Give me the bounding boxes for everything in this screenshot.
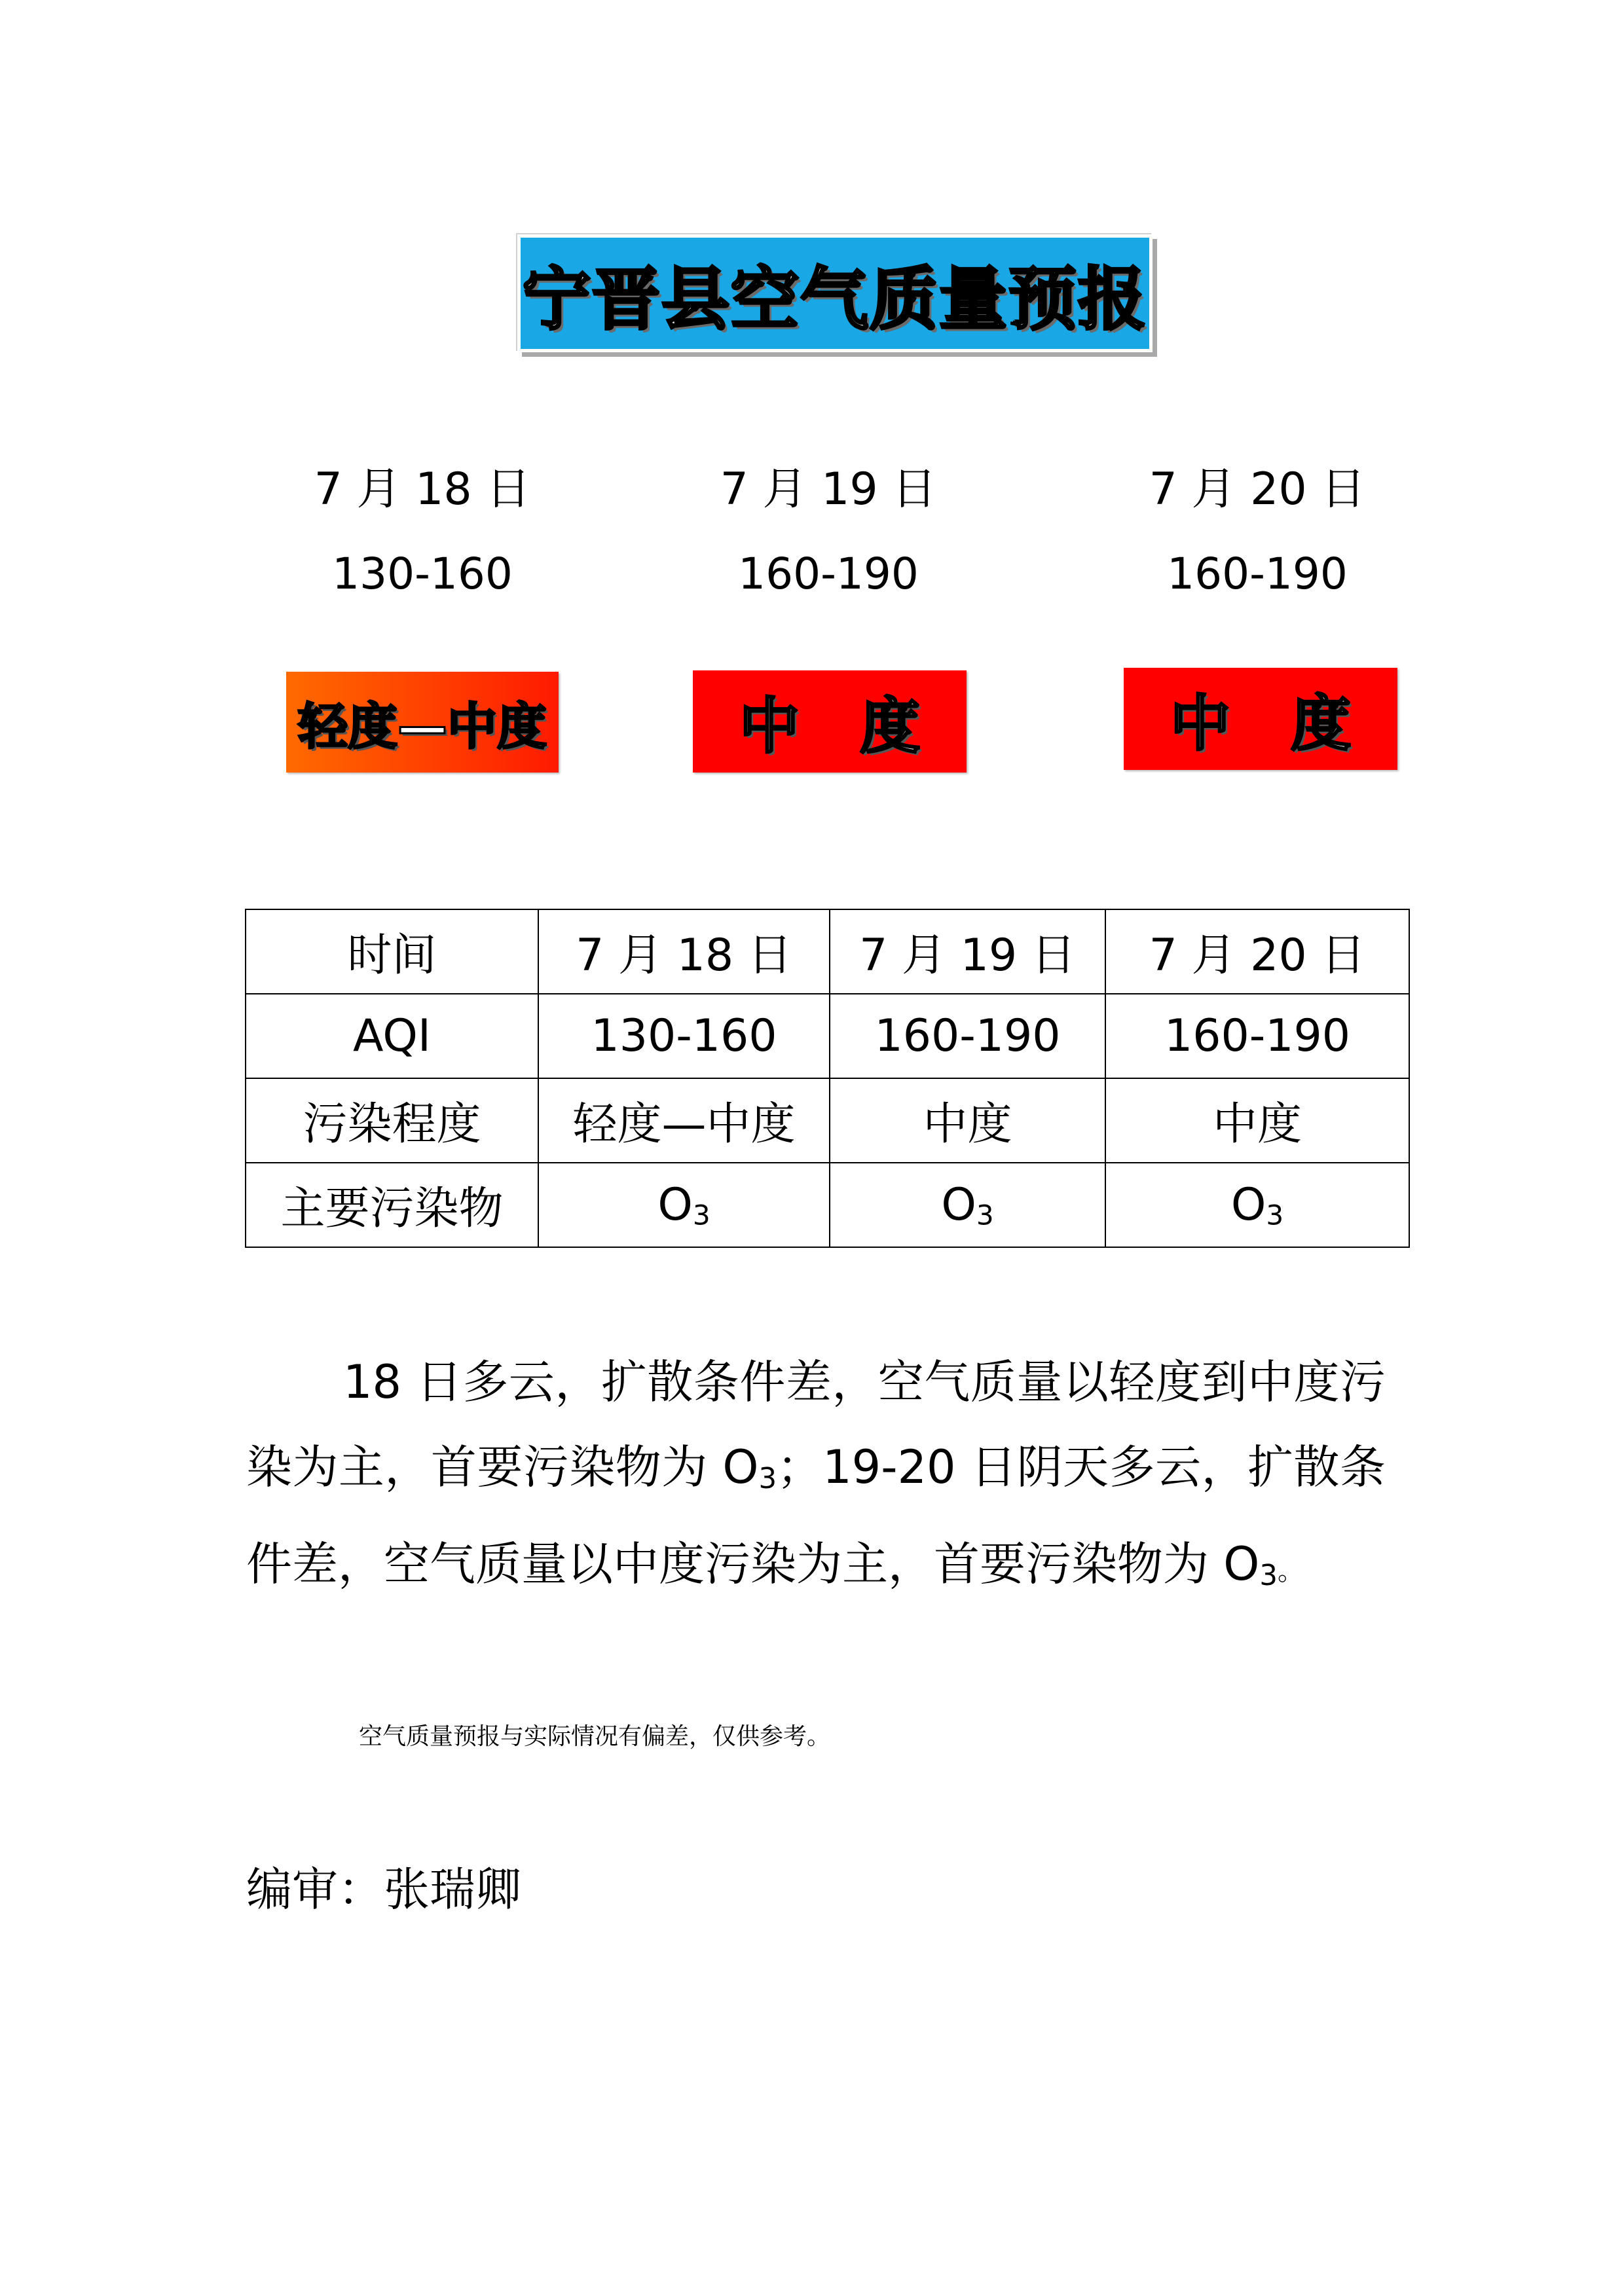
pollutant-base: O (941, 1178, 976, 1231)
disclaimer-note: 空气质量预报与实际情况有偏差，仅供参考。 (359, 1723, 831, 1750)
table-cell: 主要污染物 (246, 1163, 538, 1247)
day-column-1 (259, 464, 586, 599)
table-cell: AQI (246, 994, 538, 1078)
level-badge-2 (693, 670, 967, 773)
day-aqi-range: 160-190 (1167, 549, 1348, 599)
table-cell: 中度 (1105, 1078, 1409, 1163)
day-aqi-range: 130-160 (332, 549, 513, 599)
table-cell: 7 月 19 日 (830, 909, 1105, 994)
day-date: 7 月 18 日 (314, 464, 531, 515)
table-cell (830, 1163, 1105, 1247)
table-cell (538, 1163, 830, 1247)
table-cell: 7 月 20 日 (1105, 909, 1409, 994)
paragraph-text: 18 日多云，扩散条件差，空气质量以轻度到中度污染为主，首要污染物为 O (246, 1355, 1386, 1494)
table-cell: 污染程度 (246, 1078, 538, 1163)
forecast-table (245, 909, 1410, 1248)
pollutant-sub: 3 (692, 1199, 710, 1231)
table-row (246, 994, 1409, 1078)
paragraph-sub: 3 (1259, 1559, 1278, 1592)
pollutant-sub: 3 (1266, 1199, 1284, 1231)
level-badge-label: 轻度—中度 (298, 697, 547, 756)
level-badge-3 (1124, 668, 1397, 770)
table-cell: 轻度—中度 (538, 1078, 830, 1163)
table-cell: 130-160 (538, 994, 830, 1078)
table-row (246, 1163, 1409, 1247)
title-banner (517, 234, 1153, 352)
day-date: 7 月 19 日 (720, 464, 937, 515)
paragraph-sub: 3 (758, 1462, 777, 1495)
level-badge-label: 中 度 (1170, 689, 1351, 759)
table-cell: 时间 (246, 909, 538, 994)
editor-signature: 编审：张瑞卿 (246, 1863, 521, 1916)
table-cell: 160-190 (1105, 994, 1409, 1078)
paragraph-text: ；19-20 日阴天多云，扩散条件差，空气质量以中度污染为主，首要污染物为 O (246, 1440, 1386, 1591)
day-date: 7 月 20 日 (1149, 464, 1366, 515)
table-cell: 中度 (830, 1078, 1105, 1163)
table-cell: 160-190 (830, 994, 1105, 1078)
table-row (246, 1078, 1409, 1163)
pollutant-base: O (657, 1178, 693, 1231)
pollutant-sub: 3 (976, 1199, 994, 1231)
level-badge-label: 中 度 (739, 691, 920, 761)
table-cell: 7 月 18 日 (538, 909, 830, 994)
level-badge-1 (286, 672, 559, 773)
day-aqi-range: 160-190 (738, 549, 919, 599)
page-title: 宁晋县空气质量预报 (522, 259, 1147, 339)
table-cell (1105, 1163, 1409, 1247)
forecast-paragraph (246, 1339, 1386, 1618)
table-row (246, 909, 1409, 994)
paragraph-end: 。 (1277, 1556, 1304, 1586)
day-column-2 (665, 464, 992, 599)
pollutant-base: O (1230, 1178, 1266, 1231)
day-column-3 (1094, 464, 1421, 599)
